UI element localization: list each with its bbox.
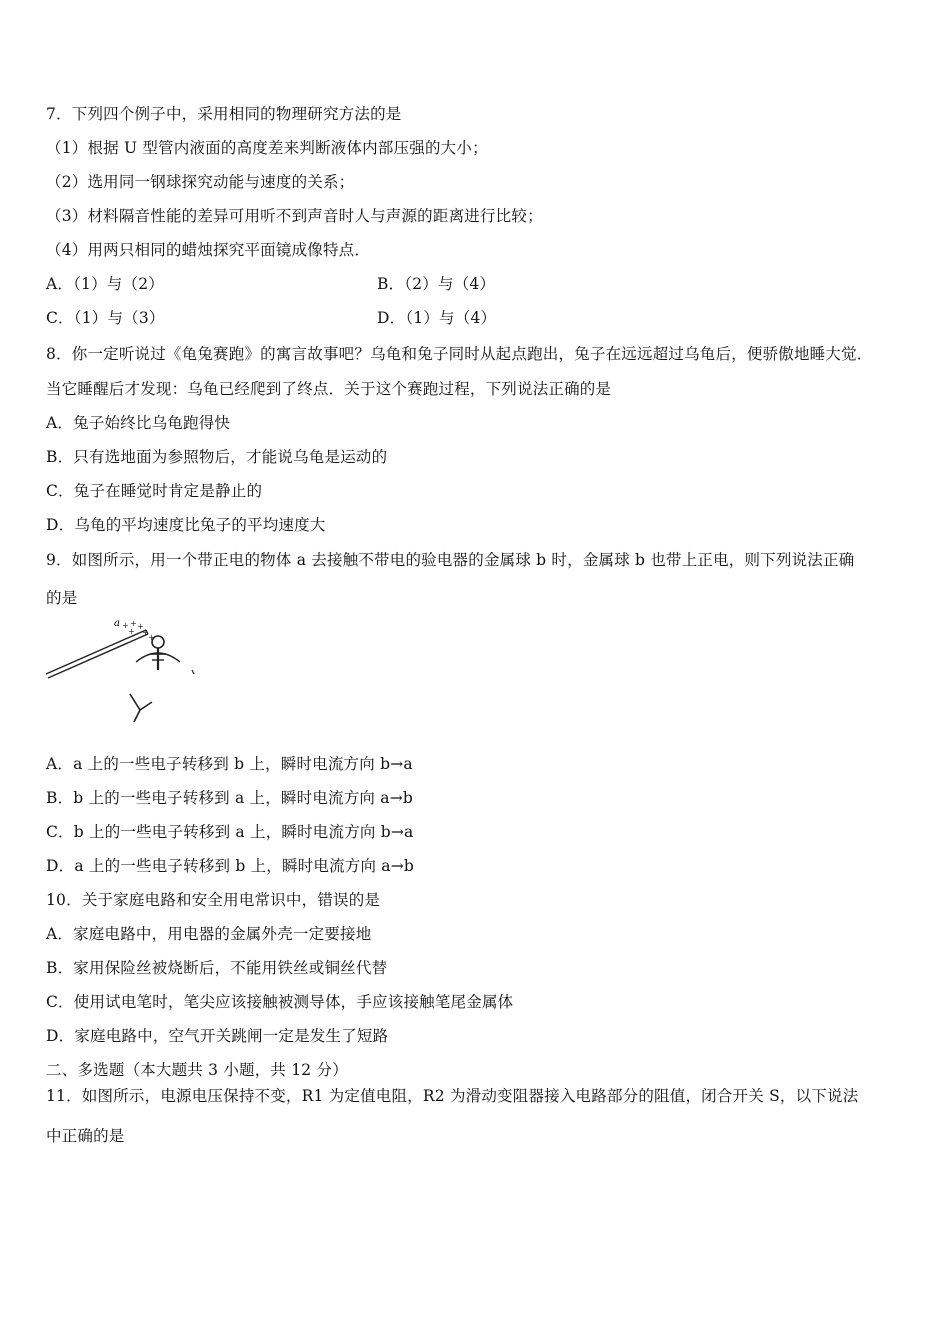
q10-option-d: D．家庭电路中，空气开关跳闸一定是发生了短路 — [46, 1027, 389, 1045]
q9-option-a: A．a 上的一些电子转移到 b 上，瞬时电流方向 b→a — [46, 755, 413, 773]
q7-stem: 7．下列四个例子中，采用相同的物理研究方法的是 — [46, 105, 402, 123]
q7-item-2: （2）选用同一钢球探究动能与速度的关系； — [46, 173, 355, 191]
q9-option-d: D．a 上的一些电子转移到 b 上，瞬时电流方向 a→b — [46, 857, 415, 875]
q9-option-c: C．b 上的一些电子转移到 a 上，瞬时电流方向 b→a — [46, 823, 414, 841]
q10-stem: 10．关于家庭电路和安全用电常识中，错误的是 — [46, 891, 381, 909]
q8-stem-line1: 8．你一定听说过《龟兔赛跑》的寓言故事吧？乌龟和兔子同时从起点跑出，兔子在远远超过乌龟后，便骄傲地睡大觉． — [46, 345, 873, 363]
electroscope-leaves — [130, 694, 152, 722]
q7-option-d: D．（1）与（4） — [377, 309, 497, 327]
q7-option-a: A．（1）与（2） — [46, 275, 164, 293]
q11-stem-line2: 中正确的是 — [46, 1127, 125, 1145]
q8-option-c: C．兔子在睡觉时肯定是静止的 — [46, 482, 263, 500]
svg-text:+: + — [122, 621, 129, 630]
q7-option-b: B．（2）与（4） — [377, 275, 496, 293]
q8-option-a: A．兔子始终比乌龟跑得快 — [46, 414, 231, 432]
svg-text:+: + — [148, 633, 155, 642]
case-mark — [192, 670, 194, 674]
q8-stem-line2: 当它睡醒后才发现：乌龟已经爬到了终点．关于这个赛跑过程，下列说法正确的是 — [46, 380, 612, 398]
q7-option-c: C．（1）与（3） — [46, 309, 165, 327]
q11-stem-line1: 11．如图所示，电源电压保持不变，R1 为定值电阻，R2 为滑动变阻器接入电路部分的阻值，闭合开关 S，以下说法 — [46, 1087, 859, 1105]
q8-option-d: D．乌龟的平均速度比兔子的平均速度大 — [46, 516, 326, 534]
q7-item-3: （3）材料隔音性能的差异可用听不到声音时人与声源的距离进行比较； — [46, 207, 543, 225]
svg-text:+: + — [128, 627, 135, 636]
q9-stem-line2: 的是 — [46, 589, 78, 607]
section-2-title: 二、多选题（本大题共 3 小题，共 12 分） — [46, 1061, 348, 1079]
electroscope-figure — [42, 614, 202, 726]
q8-option-b: B．只有选地面为参照物后，才能说乌龟是运动的 — [46, 448, 388, 466]
q10-option-b: B．家用保险丝被烧断后，不能用铁丝或铜丝代替 — [46, 959, 388, 977]
q7-item-4: （4）用两只相同的蜡烛探究平面镜成像特点． — [46, 241, 371, 259]
q9-option-b: B．b 上的一些电子转移到 a 上，瞬时电流方向 a→b — [46, 789, 414, 807]
q10-option-c: C．使用试电笔时，笔尖应该接触被测导体，手应该接触笔尾金属体 — [46, 993, 514, 1011]
svg-text:+: + — [130, 619, 137, 628]
rod-label-a: a — [114, 618, 120, 629]
q7-item-1: （1）根据 U 型管内液面的高度差来判断液体内部压强的大小； — [46, 139, 488, 157]
svg-text:+: + — [137, 622, 144, 631]
svg-text:+: + — [142, 628, 149, 637]
q9-stem-line1: 9．如图所示，用一个带正电的物体 a 去接触不带电的验电器的金属球 b 时，金属球 b 也带上正电，则下列说法正确 — [46, 551, 855, 569]
charged-rod-a — [46, 630, 148, 678]
metal-ball-b — [136, 636, 180, 670]
q10-option-a: A．家庭电路中，用电器的金属外壳一定要接地 — [46, 925, 372, 943]
